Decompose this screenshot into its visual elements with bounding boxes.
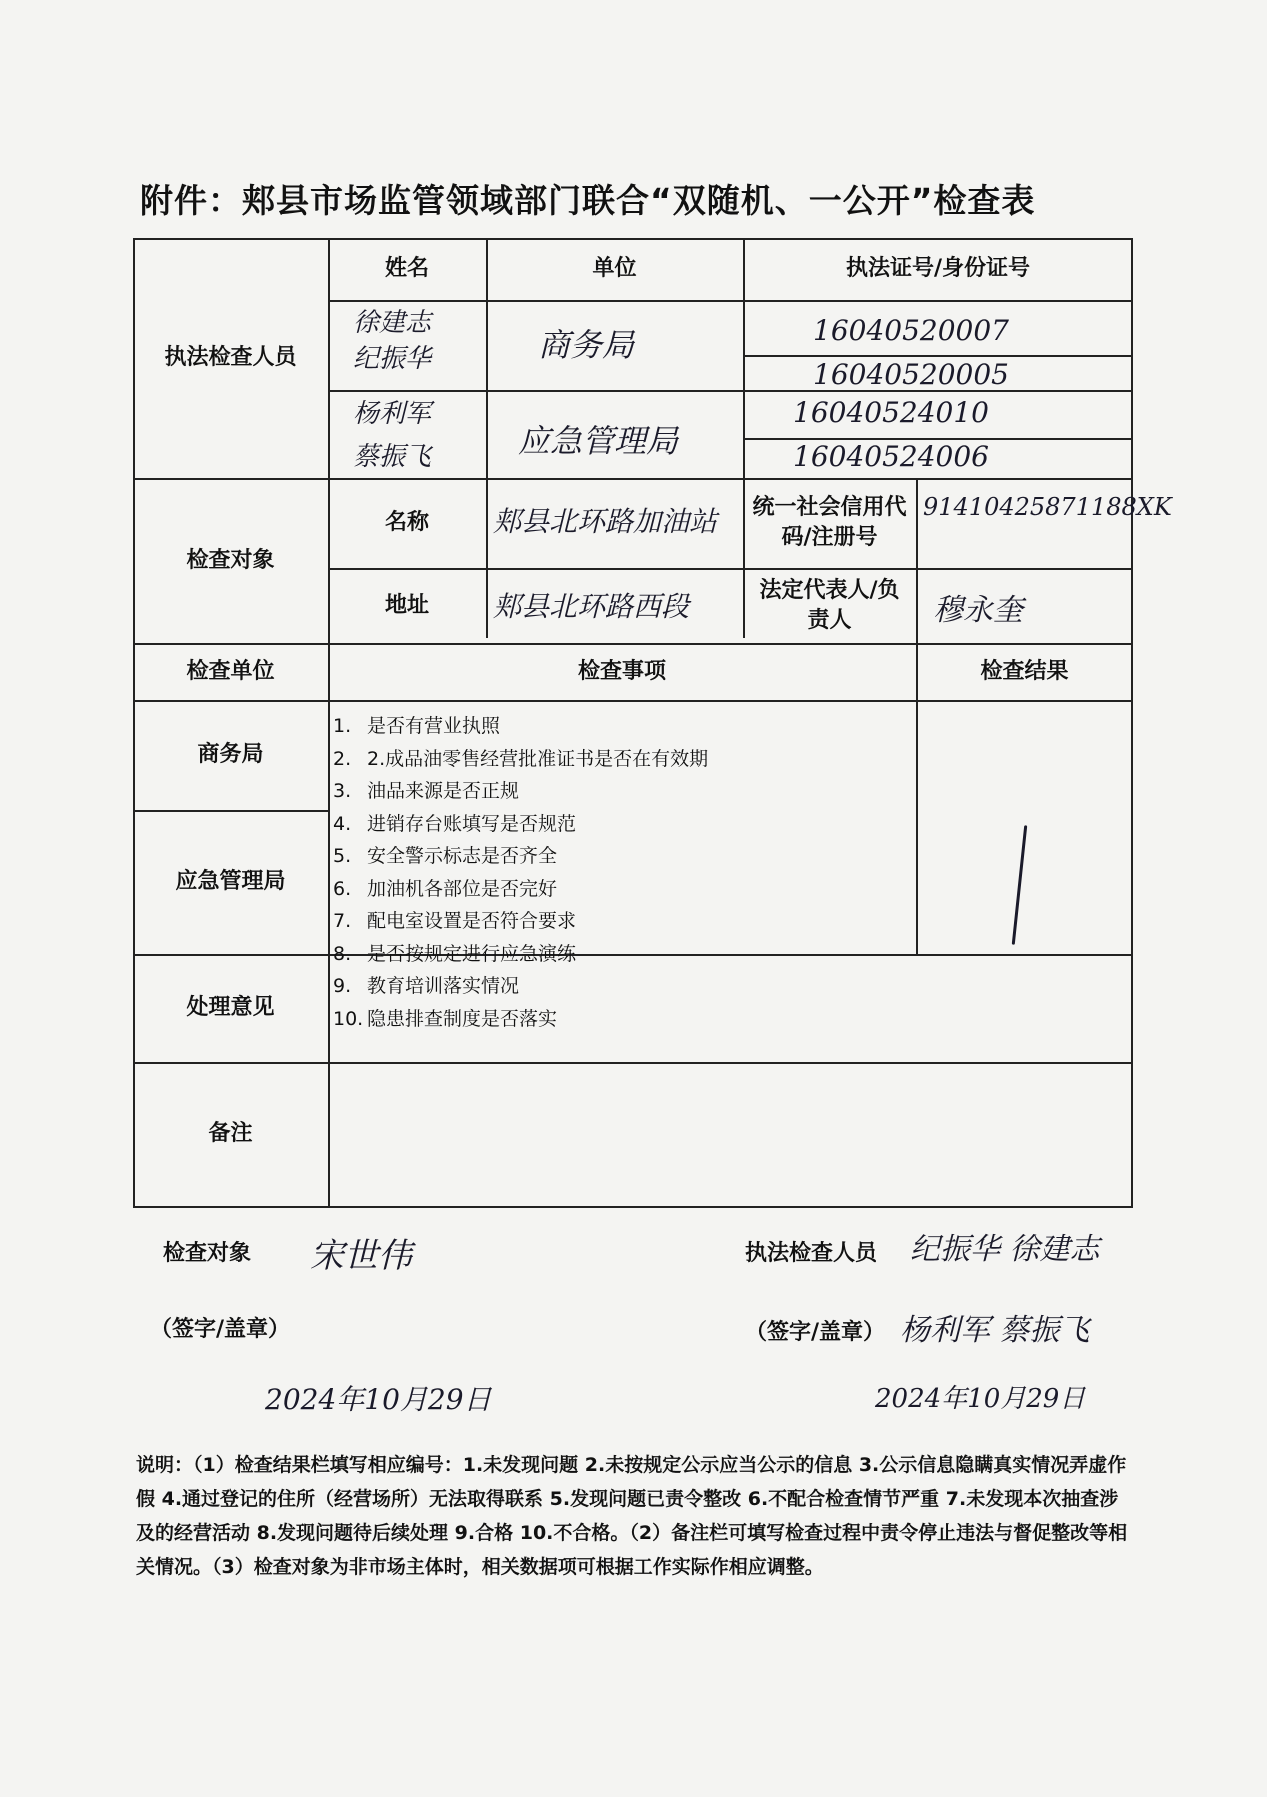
inspectors-label: 执法检查人员	[164, 345, 297, 371]
credit-code-label: 统一社会信用代码/注册号	[752, 495, 907, 550]
list-item: 10. 隐患排查制度是否落实	[333, 1007, 558, 1030]
table-divider	[328, 390, 1133, 392]
table-divider	[328, 300, 1133, 302]
address-label: 地址	[384, 592, 429, 618]
target-sign-label: 检查对象	[163, 1241, 252, 1266]
inspector-name-3: 杨利军	[353, 399, 432, 429]
inspector-cert-4: 16040524006	[793, 440, 989, 473]
target-name-value: 郏县北环路加油站	[493, 505, 718, 538]
inspector-signature-1: 纪振华 徐建志	[910, 1232, 1100, 1267]
explanation-note: 说明：（1）检查结果栏填写相应编号：1.未发现问题 2.未按规定公示应当公示的信息 3.公示信息隐瞒真实情况弄虚作假 4.通过登记的住所（经营场所）无法取得联系 5.发现问题已责令整改 6.不配合检查情节严重 7.未发现本次抽查涉及的经营活动 8.发现问题待后续处理 9.合格 10.不合格。（2）备注栏可填写检查过程中责令停止违法与督促整改等相关情况。（3）检查对象为非市场主体时，相关数据项可根据工作实际作相应调整。	[136, 1454, 1128, 1578]
inspection-form-table	[133, 238, 1172, 1208]
inspector-cert-2: 16040520005	[813, 358, 1009, 391]
table-divider	[916, 478, 918, 954]
list-item: 7. 配电室设置是否符合要求	[333, 910, 577, 932]
inspector-sign-label: 执法检查人员	[745, 1241, 878, 1266]
list-item: 1. 是否有营业执照	[333, 715, 501, 737]
check-items-header: 检查事项	[577, 658, 666, 684]
list-item: 3. 油品来源是否正规	[333, 780, 520, 802]
check-unit-header: 检查单位	[186, 658, 275, 684]
inspector-name-2: 纪振华	[353, 344, 432, 374]
address-value: 郏县北环路西段	[493, 590, 690, 623]
list-item: 6. 加油机各部位是否完好	[333, 877, 558, 900]
inspector-signature-2: 杨利军 蔡振飞	[900, 1313, 1090, 1348]
list-item: 9. 教育培训落实情况	[333, 975, 520, 997]
date-left: 2024年10月29日	[265, 1383, 492, 1416]
target-seal-label: （签字/盖章）	[150, 1317, 291, 1342]
inspector-unit-2: 应急管理局	[518, 422, 679, 460]
name-header: 姓名	[384, 256, 429, 282]
check-items-list	[333, 710, 708, 1035]
target-signature: 宋世伟	[310, 1236, 412, 1276]
list-item: 8. 是否按规定进行应急演练	[333, 942, 577, 965]
check-unit-emergency: 应急管理局	[175, 869, 286, 895]
legal-rep-value: 穆永奎	[933, 593, 1023, 628]
check-result-header: 检查结果	[980, 658, 1069, 684]
inspector-name-4: 蔡振飞	[353, 442, 432, 472]
legal-rep-label: 法定代表人/负责人	[759, 577, 900, 633]
check-unit-commerce: 商务局	[197, 742, 264, 768]
inspector-cert-3: 16040524010	[793, 396, 989, 429]
list-item: 4. 进销存台账填写是否规范	[333, 812, 577, 835]
inspector-cert-1: 16040520007	[813, 314, 1009, 347]
table-divider	[743, 355, 1133, 357]
credit-code-value: 91410425871188XK	[923, 493, 1172, 521]
inspector-seal-label: （签字/盖章）	[745, 1320, 886, 1345]
remark-label: 备注	[208, 1121, 253, 1147]
table-border	[133, 1206, 1133, 1208]
list-item: 5. 安全警示标志是否齐全	[333, 845, 558, 867]
opinion-label: 处理意见	[186, 995, 275, 1021]
document-title: 附件：郏县市场监管领域部门联合“双随机、一公开”检查表	[140, 181, 1036, 220]
target-name-label: 名称	[384, 510, 429, 536]
cert-header: 执法证号/身份证号	[845, 256, 1031, 282]
inspector-name-1: 徐建志	[353, 308, 432, 338]
date-right: 2024年10月29日	[875, 1384, 1086, 1414]
list-item: 2. 2.成品油零售经营批准证书是否在有效期	[333, 747, 709, 770]
unit-header: 单位	[592, 256, 637, 282]
inspector-unit-1: 商务局	[538, 326, 635, 364]
target-label: 检查对象	[186, 547, 275, 573]
